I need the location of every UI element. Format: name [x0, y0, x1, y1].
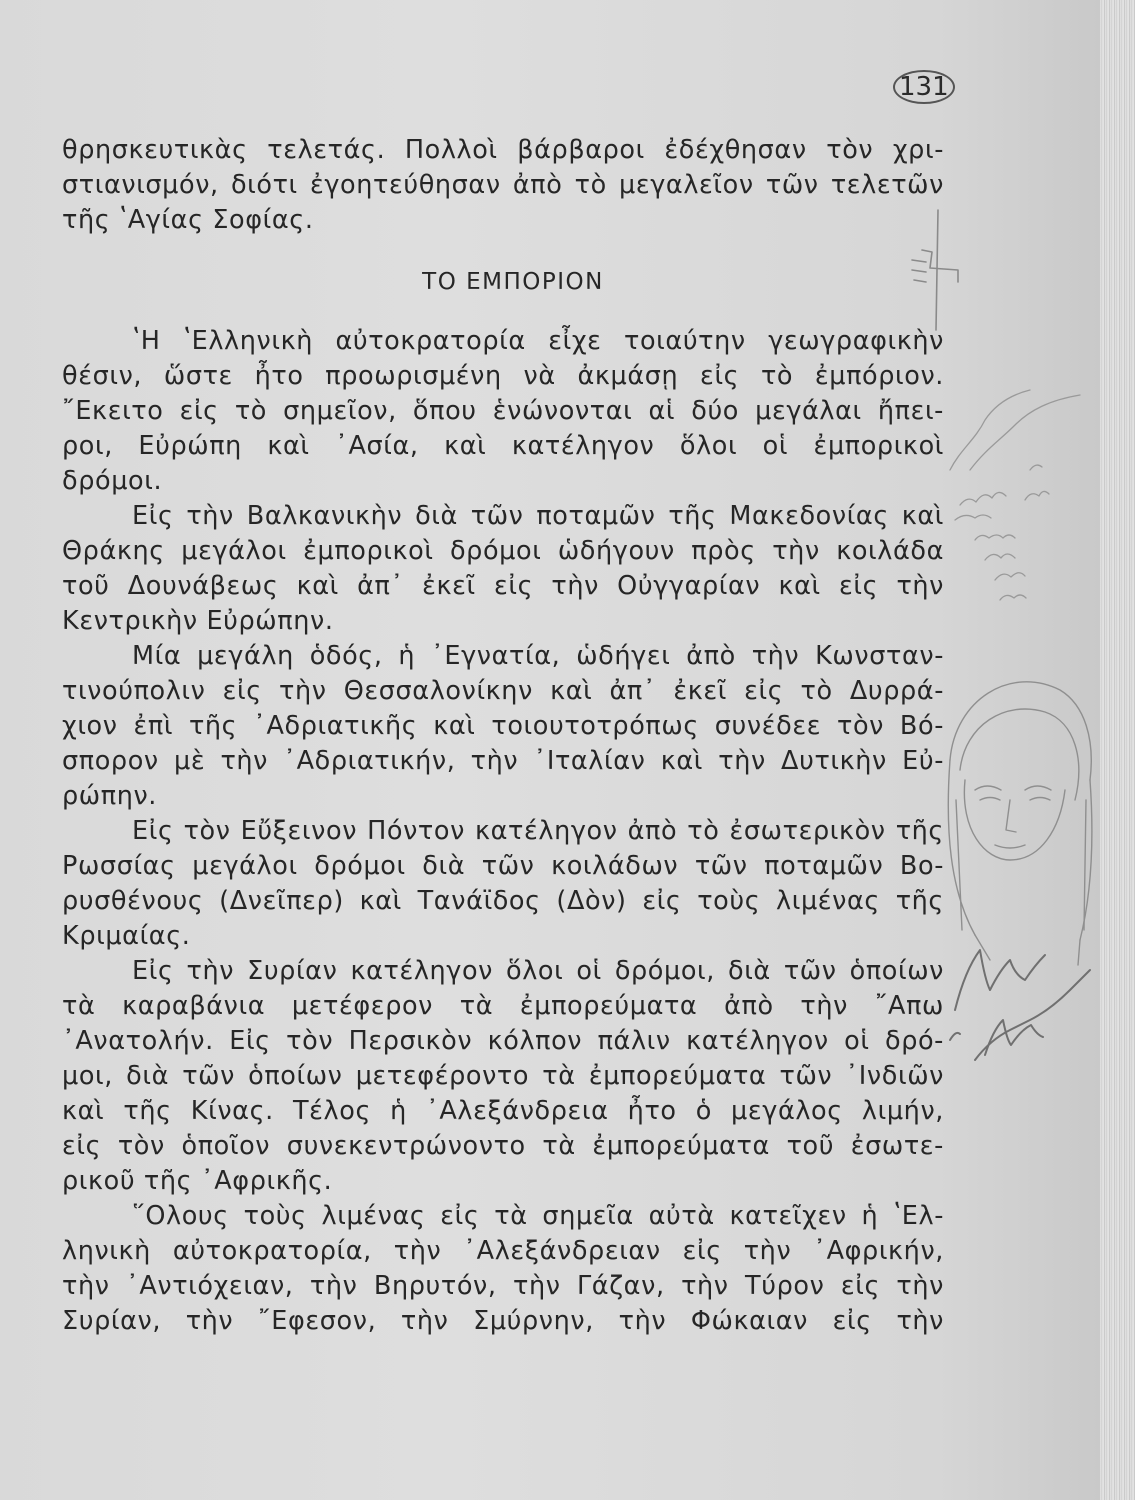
- text-line: Κριμαίας.: [62, 921, 191, 951]
- text-line: τὴν ᾽Αντιόχειαν, τὴν Βηρυτόν, τὴν Γάζαν, τὴν Τύρον εἰς τὴν: [62, 1271, 944, 1301]
- text-line: θέσιν, ὥστε ἦτο προωρισμένη νὰ ἀκμάσῃ εἰς τὸ ἐμπόριον.: [62, 361, 944, 391]
- text-line: ᾽Ανατολήν. Εἰς τὸν Περσικὸν κόλπον πάλιν κατέληγον οἱ δρό-: [62, 1026, 944, 1056]
- text-line: Κεντρικὴν Εὐρώπην.: [62, 606, 334, 636]
- page-stack-edge: [1100, 0, 1135, 1500]
- text-line: Συρίαν, τὴν ῎Εφεσον, τὴν Σμύρνην, τὴν Φώκαιαν εἰς τὴν: [62, 1306, 944, 1336]
- portrait-sketch: [948, 682, 1092, 965]
- page-number: 131: [893, 70, 955, 104]
- text-line: ρώπην.: [62, 781, 158, 811]
- text-line: Εἰς τὸν Εὔξεινον Πόντον κατέληγον ἀπὸ τὸ ἐσωτερικὸν τῆς: [132, 816, 944, 846]
- text-line: ʽΗ ʽΕλληνικὴ αὐτοκρατορία εἶχε τοιαύτην γεωγραφικὴν: [132, 326, 944, 356]
- text-line: εἰς τὸν ὁποῖον συνεκεντρώνοντο τὰ ἐμπορεύματα τοῦ ἐσωτε-: [62, 1131, 944, 1161]
- section-heading: ΤΟ ΕΜΠΟΡΙΟΝ: [422, 269, 604, 295]
- text-line: τινούπολιν εἰς τὴν Θεσσαλονίκην καὶ ἀπ᾽ ἐκεῖ εἰς τὸ Δυρρά-: [62, 676, 944, 706]
- text-line: ῞Ολους τοὺς λιμένας εἰς τὰ σημεῖα αὐτὰ κατεῖχεν ἡ ʽΕλ-: [132, 1201, 944, 1231]
- text-line: ρικοῦ τῆς ᾽Αφρικῆς.: [62, 1166, 333, 1196]
- text-line: τῆς ʽΑγίας Σοφίας.: [62, 205, 314, 235]
- text-line: τοῦ Δουνάβεως καὶ ἀπ᾽ ἐκεῖ εἰς τὴν Οὐγγαρίαν καὶ εἰς τὴν: [62, 571, 944, 601]
- text-line: θρησκευτικὰς τελετάς. Πολλοὶ βάρβαροι ἐδέχθησαν τὸν χρι-: [62, 135, 944, 165]
- text-line: χιον ἐπὶ τῆς ᾽Αδριατικῆς καὶ τοιουτοτρόπως συνέδεε τὸν Βό-: [62, 711, 944, 741]
- text-line: ῎Εκειτο εἰς τὸ σημεῖον, ὅπου ἑνώνονται αἱ δύο μεγάλαι ἤπει-: [62, 396, 944, 426]
- text-line: Εἰς τὴν Βαλκανικὴν διὰ τῶν ποταμῶν τῆς Μακεδονίας καὶ: [132, 501, 944, 531]
- text-line: ληνικὴ αὐτοκρατορία, τὴν ᾽Αλεξάνδρειαν εἰς τὴν ᾽Αφρικήν,: [62, 1236, 944, 1266]
- text-line: ρυσθένους (Δνεῖπερ) καὶ Τανάϊδος (Δὸν) εἰς τοὺς λιμένας τῆς: [62, 886, 944, 916]
- text-line: τὰ καραβάνια μετέφερον τὰ ἐμπορεύματα ἀπὸ τὴν ῎Απω: [62, 991, 944, 1021]
- text-line: ροι, Εὐρώπη καὶ ᾽Ασία, καὶ κατέληγον ὅλοι οἱ ἐμπορικοὶ: [62, 431, 944, 461]
- text-line: στιανισμόν, διότι ἐγοητεύθησαν ἀπὸ τὸ μεγαλεῖον τῶν τελετῶν: [62, 170, 944, 200]
- text-line: Μία μεγάλη ὁδός, ἡ ᾽Εγνατία, ὡδήγει ἀπὸ τὴν Κωνσταν-: [132, 641, 944, 671]
- text-line: Ρωσσίας μεγάλοι δρόμοι διὰ τῶν κοιλάδων τῶν ποταμῶν Βο-: [62, 851, 944, 881]
- handwritten-scribbles: [950, 390, 1080, 600]
- handwritten-word-marks: [950, 950, 1090, 1060]
- text-line: μοι, διὰ τῶν ὁποίων μετεφέροντο τὰ ἐμπορεύματα τῶν ᾽Ινδιῶν: [62, 1061, 944, 1091]
- text-line: δρόμοι.: [62, 466, 163, 496]
- text-line: σπορον μὲ τὴν ᾽Αδριατικήν, τὴν ᾽Ιταλίαν καὶ τὴν Δυτικὴν Εὐ-: [62, 746, 944, 776]
- body-text: [62, 133, 944, 1339]
- text-line: καὶ τῆς Κίνας. Τέλος ἡ ᾽Αλεξάνδρεια ἦτο ὁ μεγάλος λιμήν,: [62, 1096, 944, 1126]
- text-line: Θράκης μεγάλοι ἐμπορικοὶ δρόμοι ὡδήγουν πρὸς τὴν κοιλάδα: [62, 536, 944, 566]
- text-line: Εἰς τὴν Συρίαν κατέληγον ὅλοι οἱ δρόμοι, διὰ τῶν ὁποίων: [132, 956, 944, 986]
